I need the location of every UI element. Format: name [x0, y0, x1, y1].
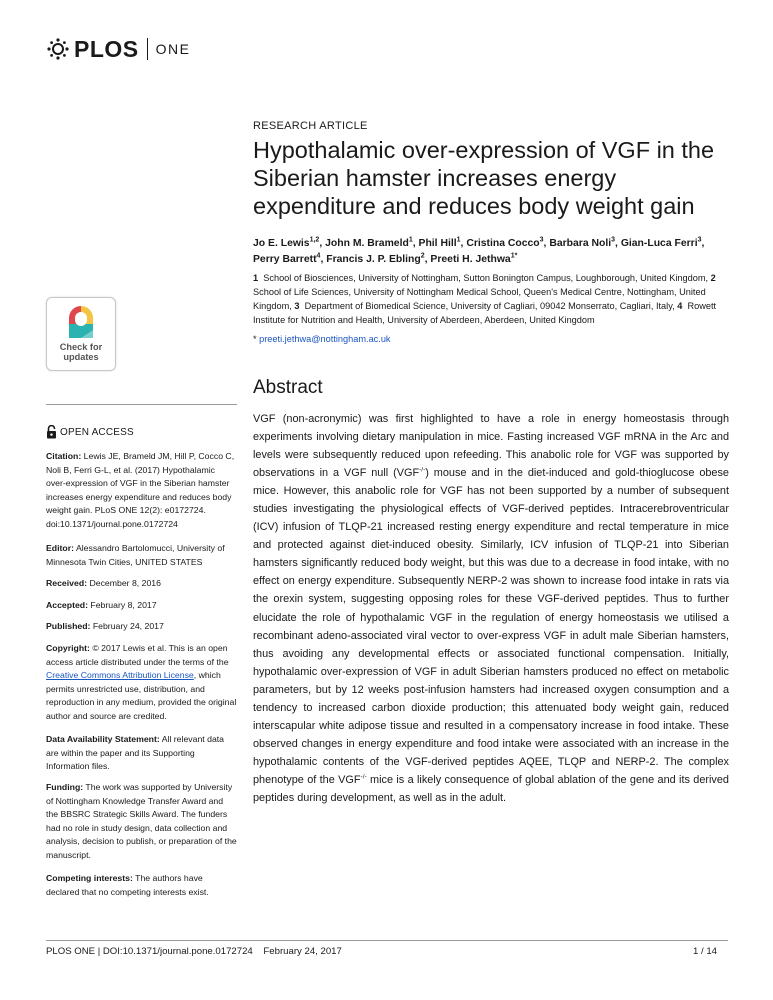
logo-text: PLOS — [74, 35, 139, 62]
author-name-text: Barbara Noli — [549, 238, 612, 249]
citation-block — [46, 450, 237, 532]
author-name-text: Perry Barrett — [253, 254, 317, 265]
author-name — [326, 254, 424, 265]
affiliation-text: School of Biosciences, University of Nottingham, Sutton Bonington Campus, Loughborough, United Kingdom, — [263, 273, 709, 283]
received-block — [46, 577, 237, 591]
editor-text: Alessandro Bartolomucci, University of Minnesota Twin Cities, UNITED STATES — [46, 543, 225, 567]
affiliation-number: 1 — [253, 273, 259, 283]
author-affiliation-marker: 3 — [539, 236, 544, 244]
published-date: February 24, 2017 — [92, 621, 164, 631]
received-label: Received: — [46, 578, 88, 588]
open-lock-icon — [46, 425, 57, 439]
copyright-text-1: © 2017 Lewis et al. This is an open access article distributed under the terms of the — [46, 643, 229, 667]
check-updates-line1: Check for — [59, 342, 103, 352]
author-name-text: Cristina Cocco — [466, 238, 540, 249]
logo-divider — [147, 38, 148, 60]
received-date: December 8, 2016 — [89, 578, 161, 588]
author-name-text: Jo E. Lewis — [253, 238, 310, 249]
author-name — [549, 238, 615, 249]
article-type: RESEARCH ARTICLE — [253, 120, 368, 132]
check-updates-line2: updates — [63, 352, 99, 362]
corresponding-email — [253, 334, 391, 344]
check-updates-icon — [67, 304, 95, 340]
author-affiliation-marker: 1* — [510, 252, 518, 260]
competing-interests-label: Competing interests: — [46, 873, 133, 883]
published-block — [46, 620, 237, 634]
data-availability-block — [46, 733, 237, 774]
check-for-updates-badge[interactable] — [46, 297, 116, 371]
author-name-text: Phil Hill — [418, 238, 457, 249]
page-number: 1 / 14 — [693, 946, 718, 957]
author-name-text: Preeti H. Jethwa — [430, 254, 511, 265]
author-affiliation-marker: 1 — [456, 236, 461, 244]
author-name — [419, 238, 461, 249]
open-access-text: OPEN ACCESS — [60, 426, 134, 438]
footer-divider — [46, 940, 728, 941]
author-name-text: Francis J. P. Ebling — [326, 254, 421, 265]
open-access-label — [46, 425, 134, 439]
plos-logo[interactable] — [46, 34, 190, 64]
accepted-date: February 8, 2017 — [90, 600, 157, 610]
abstract-part-3: mice is a likely consequence of global ablation of the gene and its derived peptides during development, as well as in the adult. — [253, 773, 729, 804]
funding-label: Funding: — [46, 782, 84, 792]
affiliation-number: 4 — [677, 301, 683, 311]
editor-label: Editor: — [46, 543, 74, 553]
abstract-heading: Abstract — [253, 377, 323, 398]
author-name — [253, 254, 320, 265]
copyright-label: Copyright: — [46, 643, 90, 653]
affiliation-text: School of Life Sciences, University of Nottingham Medical School, Queen's Medical Centre, Nottingham, United Kingdom, — [253, 287, 706, 311]
email-star: * — [253, 334, 257, 344]
citation-label: Citation: — [46, 451, 82, 461]
footer-citation: PLOS ONE | DOI:10.1371/journal.pone.0172724 February 24, 2017 — [46, 946, 342, 957]
affiliation-number: 3 — [294, 301, 300, 311]
copyright-block — [46, 642, 237, 724]
data-availability-label: Data Availability Statement: — [46, 734, 160, 744]
author-name — [621, 238, 702, 249]
author-name — [466, 238, 543, 249]
data-availability-text: All relevant data are within the paper and its Supporting Information files. — [46, 734, 225, 772]
accepted-block — [46, 599, 237, 613]
author-name — [253, 238, 319, 249]
affiliations — [253, 271, 728, 327]
author-name-text: Gian-Luca Ferri — [620, 238, 698, 249]
affiliation-text: Rowett Institute for Nutrition and Health, University of Aberdeen, Aberdeen, United Kingdom — [253, 301, 717, 325]
author-affiliation-marker: 3 — [611, 236, 616, 244]
abstract-sup-2: -/- — [360, 773, 367, 781]
funding-block — [46, 781, 237, 863]
affiliation-number: 2 — [710, 273, 716, 283]
plos-burst-icon — [46, 37, 70, 61]
author-affiliation-marker: 4 — [316, 252, 321, 260]
author-affiliation-marker: 3 — [697, 236, 702, 244]
accepted-label: Accepted: — [46, 600, 88, 610]
check-for-updates-label — [47, 342, 115, 362]
author-affiliation-marker: 1 — [408, 236, 413, 244]
author-list: Jo E. Lewis$^{1,2}$, John M. Brameld$^1$, Phil Hill$^1$, Cristina Cocco$^3$, Barbara Noli$^3$, Gian-Luca Ferri$^3$, Perry Barrett$^4$, Francis J. P. Ebling$^2$, Preeti H. Jethwa$^{1*}$ — [253, 236, 705, 265]
author-affiliation-marker: 1,2 — [309, 236, 320, 244]
email-link[interactable]: preeti.jethwa@nottingham.ac.uk — [259, 334, 391, 344]
author-name-text: John M. Brameld — [325, 238, 409, 249]
citation-text: Lewis JE, Brameld JM, Hill P, Cocco C, Noli B, Ferri G-L, et al. (2017) Hypothalamic over-expression of VGF in the Siberian hamster increases energy expenditure and reduces body weight gain. PLoS ONE 12(2): e0172724. doi:10.1371/journal.pone.0172724 — [46, 451, 235, 529]
author-affiliation-marker: 2 — [420, 252, 425, 260]
competing-interests-block — [46, 872, 237, 899]
author-name — [430, 254, 517, 265]
published-label: Published: — [46, 621, 91, 631]
funding-text: The work was supported by University of Nottingham Knowledge Transfer Award and the BBSRC Strategic Skills Award. The funders had no role in study design, data collection and analysis, decision to publish, or preparation of the manuscript. — [46, 782, 237, 860]
abstract-body — [253, 410, 729, 807]
sidebar-divider — [46, 404, 237, 405]
competing-interests-text: The authors have declared that no competing interests exist. — [46, 873, 209, 897]
abstract-part-2: ) mouse and in the diet-induced and gold-thioglucose obese mice. However, this anabolic role for VGF has not been supported by a number of subsequent studies investigating the physiological effects of VGF-derived peptides. Intracerebroventricular (ICV) infusion of TLQP-21 increased resting energy expenditure and rectal temperature in mice and protected against diet-induced obesity. Similarly, ICV infusion of TLQP-21 into Siberian hamsters significantly reduced body weight, but this was due to a decrease in food intake, with no effect on energy expenditure. Subsequently NERP-2 was shown to increase food intake in rats via the orexin system, suggesting opposing roles for these VGF-derived peptides. Thus to further elucidate the role of hypothalamic VGF in the regulation of energy homeostasis we utilised a recombinant adeno-associated viral vector to over-express VGF in adult male Siberian hamsters, thus avoiding any developmental effects or associated functional compensation. Initially, hypothalamic over-expression of VGF in adult Siberian hamsters produced no effect on metabolic parameters, but by 12 weeks post-infusion hamsters had increased oxygen consumption and a tendency to increased carbon dioxide production; this attenuated body weight gain, reduced interscapular white adipose tissue and resulted in a compensatory increase in food intake. These observed changes in energy expenditure and food intake were associated with an increase in the hypothalamic contents of the VGF-derived peptides AQEE, TLQP and NERP-2. The complex phenotype of the VGF — [253, 467, 729, 786]
copyright-text-2: , which permits unrestricted use, distribution, and reproduction in any medium, provided the original author and source are credited. — [46, 670, 237, 721]
editor-block — [46, 542, 237, 569]
author-name — [325, 238, 413, 249]
article-title: Hypothalamic over-expression of VGF in the Siberian hamster increases energy expenditure and reduces body weight gain — [253, 137, 715, 219]
license-link[interactable]: Creative Commons Attribution License — [46, 670, 194, 681]
logo-journal: ONE — [155, 41, 191, 57]
abstract-sup-1: -/- — [419, 466, 426, 474]
abstract-part-1: VGF (non-acronymic) was first highlighted to have a role in energy homeostasis through experiments involving dietary manipulation in mice. Fasting increased VGF mRNA in the Arc and levels were subsequently reduced upon refeeding. This anabolic role for VGF was supported by observations in a VGF null (VGF — [253, 413, 729, 480]
affiliation-text: Department of Biomedical Science, University of Cagliari, 09042 Monserrato, Cagliari, Italy, — [304, 301, 675, 311]
